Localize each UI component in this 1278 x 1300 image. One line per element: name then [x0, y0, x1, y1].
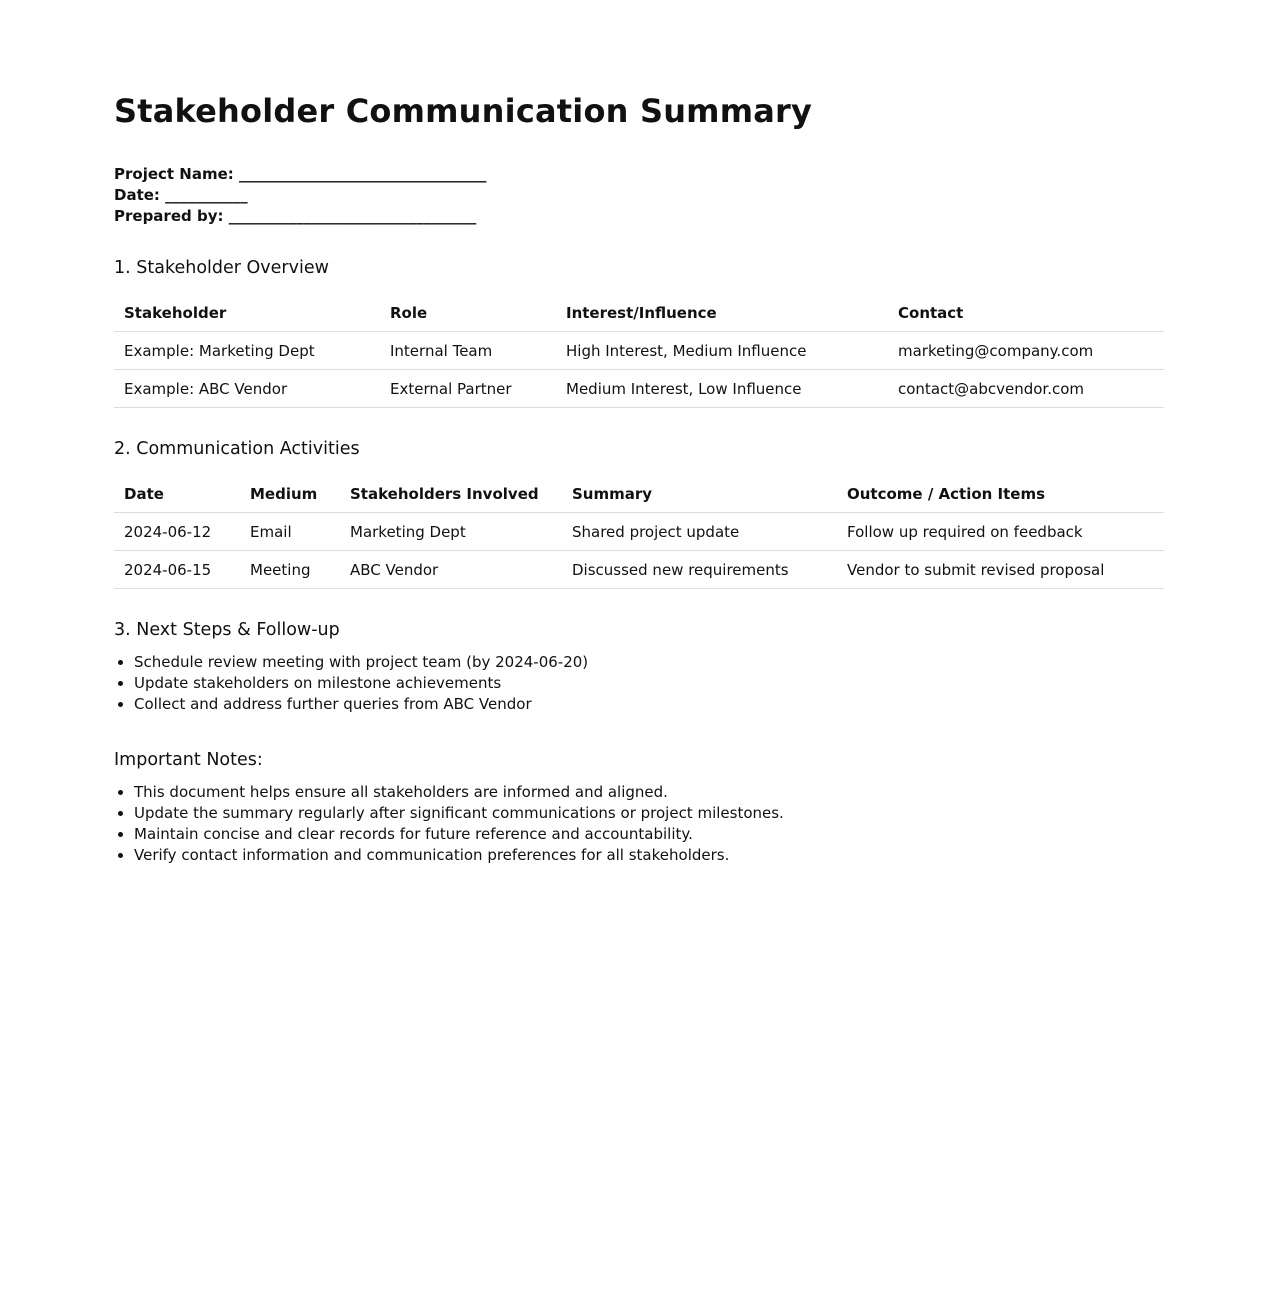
- table-cell: Email: [240, 513, 340, 551]
- project-name-blank: _________________________________: [239, 165, 487, 183]
- column-header: Date: [114, 475, 240, 513]
- table-cell: Internal Team: [380, 332, 556, 370]
- prepared-by-line: [114, 206, 487, 227]
- table-cell: Follow up required on feedback: [837, 513, 1164, 551]
- table-cell: Shared project update: [562, 513, 837, 551]
- communication-activities-heading: 2. Communication Activities: [114, 439, 360, 459]
- table-cell: Example: Marketing Dept: [114, 332, 380, 370]
- table-cell: Example: ABC Vendor: [114, 370, 380, 408]
- next-steps-heading: 3. Next Steps & Follow-up: [114, 620, 340, 640]
- date-line: [114, 185, 487, 206]
- important-notes-list: [114, 782, 1164, 866]
- date-label: Date:: [114, 186, 160, 204]
- table-cell: External Partner: [380, 370, 556, 408]
- stakeholder-overview-section: [114, 258, 1164, 408]
- communication-activities-table: [114, 475, 1164, 589]
- document-meta: [114, 164, 487, 227]
- table-row: [114, 513, 1164, 551]
- page-title: Stakeholder Communication Summary: [114, 92, 813, 130]
- table-cell: High Interest, Medium Influence: [556, 332, 888, 370]
- table-cell: marketing@company.com: [888, 332, 1164, 370]
- table-row: [114, 332, 1164, 370]
- column-header: Outcome / Action Items: [837, 475, 1164, 513]
- list-item: • Update the summary regularly after significant communications or project milestones.: [134, 803, 1164, 824]
- table-cell: 2024-06-15: [114, 551, 240, 589]
- column-header: Stakeholder: [114, 294, 380, 332]
- column-header: Summary: [562, 475, 837, 513]
- list-item: • Collect and address further queries from ABC Vendor: [134, 694, 1164, 715]
- list-item: • Maintain concise and clear records for future reference and accountability.: [134, 824, 1164, 845]
- project-name-label: Project Name:: [114, 165, 234, 183]
- table-cell: Marketing Dept: [340, 513, 562, 551]
- next-steps-list: [114, 652, 1164, 715]
- next-steps-section: [114, 620, 1164, 715]
- column-header: Interest/Influence: [556, 294, 888, 332]
- column-header: Contact: [888, 294, 1164, 332]
- table-row: [114, 551, 1164, 589]
- prepared-by-blank: _________________________________: [228, 207, 477, 225]
- list-item: • Update stakeholders on milestone achievements: [134, 673, 1164, 694]
- list-item: • Schedule review meeting with project team (by 2024-06-20): [134, 652, 1164, 673]
- table-row: [114, 370, 1164, 408]
- important-notes-section: [114, 750, 1164, 866]
- table-cell: Discussed new requirements: [562, 551, 837, 589]
- prepared-by-label: Prepared by:: [114, 207, 224, 225]
- table-cell: Medium Interest, Low Influence: [556, 370, 888, 408]
- column-header: Medium: [240, 475, 340, 513]
- column-header: Stakeholders Involved: [340, 475, 562, 513]
- list-item: • This document helps ensure all stakeholders are informed and aligned.: [134, 782, 1164, 803]
- communication-activities-section: [114, 439, 1164, 589]
- stakeholder-overview-heading: 1. Stakeholder Overview: [114, 258, 329, 278]
- table-header-row: [114, 475, 1164, 513]
- table-cell: 2024-06-12: [114, 513, 240, 551]
- stakeholder-overview-table: [114, 294, 1164, 408]
- important-notes-heading: Important Notes:: [114, 750, 263, 770]
- table-cell: contact@abcvendor.com: [888, 370, 1164, 408]
- table-cell: ABC Vendor: [340, 551, 562, 589]
- date-blank: ___________: [165, 186, 248, 204]
- column-header: Role: [380, 294, 556, 332]
- table-cell: Vendor to submit revised proposal: [837, 551, 1164, 589]
- list-item: • Verify contact information and communication preferences for all stakeholders.: [134, 845, 1164, 866]
- project-name-line: [114, 164, 487, 185]
- table-cell: Meeting: [240, 551, 340, 589]
- table-header-row: [114, 294, 1164, 332]
